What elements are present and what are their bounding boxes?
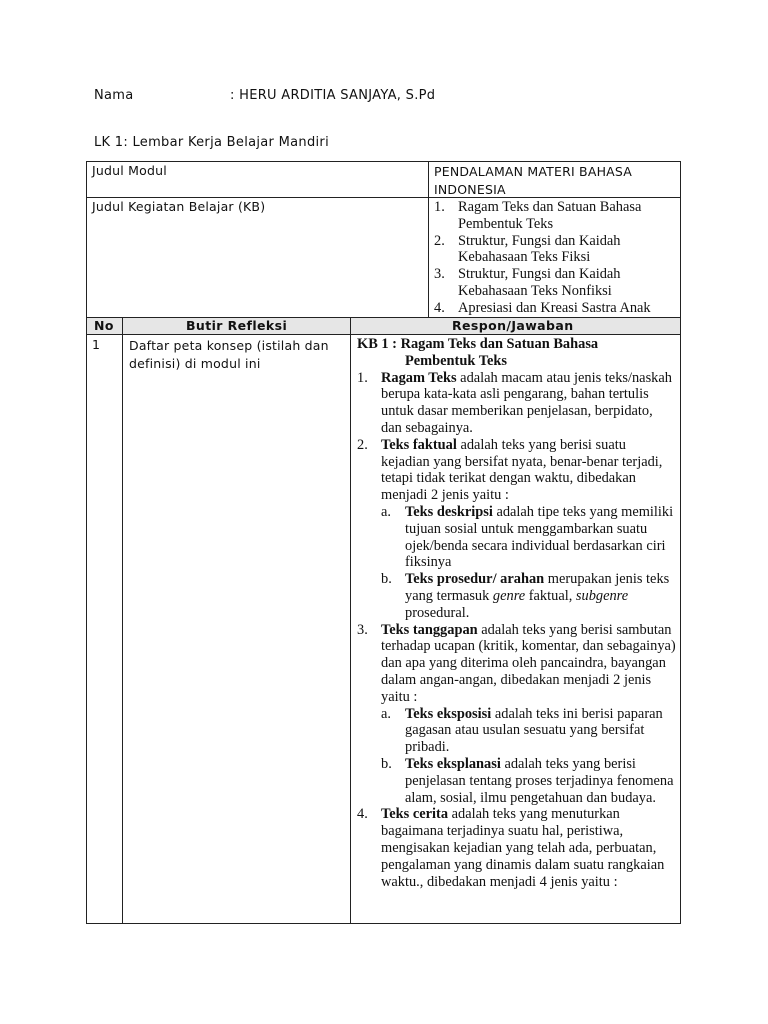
col-divider-no <box>122 317 123 924</box>
col-divider-butir-top <box>350 317 351 335</box>
info-table-divider <box>428 161 429 318</box>
header-respon: Respon/Jawaban <box>452 318 574 333</box>
kb1-title-2: Pembentuk Teks <box>405 352 507 369</box>
worksheet-title: LK 1: Lembar Kerja Belajar Mandiri <box>94 135 329 150</box>
header-butir: Butir Refleksi <box>186 318 288 333</box>
response-content <box>357 336 677 890</box>
col-divider-no-top <box>122 317 123 335</box>
response-item: 1. Ragam Teks adalah macam atau jenis teks/naskah berupa kata-kata asli pengarang, bahan tertulis untuk dasar memberikan penjelasan, berpidato, dan sebagainya. <box>357 369 672 436</box>
response-subitem: a. Teks eksposisi adalah teks ini berisi paparan gagasan atau usulan sesuatu yang bersifat pribadi. <box>381 705 663 756</box>
header-no: No <box>94 318 114 333</box>
kb-label: Judul Kegiatan Belajar (KB) <box>92 199 266 214</box>
kb-list-item: 4. Apresiasi dan Kreasi Sastra Anak <box>434 299 651 316</box>
response-subitem: b. Teks prosedur/ arahan merupakan jenis teks yang termasuk genre faktual, subgenre prosedural. <box>381 571 670 621</box>
name-label: Nama <box>94 88 134 103</box>
row-butir: Daftar peta konsep (istilah dan definisi) di modul ini <box>129 338 329 371</box>
col-divider-butir <box>350 317 351 924</box>
reflection-header-divider <box>86 334 681 335</box>
kb-list-item: 1. Ragam Teks dan Satuan Bahasa Pembentuk Teks <box>434 199 642 232</box>
kb-list-item: 2. Struktur, Fungsi dan Kaidah Kebahasaan Teks Fiksi <box>434 232 621 266</box>
row-no: 1 <box>92 337 101 352</box>
response-item: 4. Teks cerita adalah teks yang menuturkan bagaimana terjadinya suatu hal, peristiwa, mengisakan kejadian yang telah ada, perbuatan, pengalaman yang dinamis dalam suatu rangkaian waktu., dibedakan menjadi 4 jenis yaitu : <box>357 806 665 890</box>
kb1-title: KB 1 : Ragam Teks dan Satuan Bahasa <box>357 336 599 352</box>
modul-label: Judul Modul <box>92 163 167 178</box>
response-subitem: a. Teks deskripsi adalah tipe teks yang memiliki tujuan sosial untuk menggambarkan suatu ojek/benda secara individual berdasarkan ciri fiksinya <box>381 503 674 571</box>
header-row-bg <box>87 318 680 334</box>
response-item: 2. Teks faktual adalah teks yang berisi suatu kejadian yang bersifat nyata, benar-benar terjadi, tetapi tidak terikat dengan waktu, dibedakan menjadi 2 jenis yaitu : a. Teks deskripsi adalah tipe teks yang memiliki tujuan sosial untuk menggambarkan suatu ojek/benda secara individual berdasarkan ciri fiksinya b. Teks prosedur/ arahan merupakan jenis teks yang termasuk genre faktual, subgenre prosedural. <box>357 437 677 622</box>
response-item: 3. Teks tanggapan adalah teks yang berisi sambutan terhadap ucapan (kritik, komentar, dan sebagainya) dan apa yang diterima oleh pancaindra, bayangan dalam angan-angan, dibedakan menjadi 2 jenis yaitu : a. Teks eksposisi adalah teks ini berisi paparan gagasan atau usulan sesuatu yang bersifat pribadi. b. Teks eksplanasi adalah teks yang berisi penjelasan tentang proses terjadinya fenomena alam, sosial, ilmu pengetahuan dan budaya. <box>357 621 676 806</box>
kb-list-item: 3. Struktur, Fungsi dan Kaidah Kebahasaan Teks Nonfiksi <box>434 266 621 299</box>
name-value: : HERU ARDITIA SANJAYA, S.Pd <box>230 88 436 103</box>
response-subitem: b. Teks eksplanasi adalah teks yang berisi penjelasan tentang proses terjadinya fenomena alam, sosial, ilmu pengetahuan dan budaya. <box>381 755 674 806</box>
kb-list <box>434 199 678 317</box>
modul-value: PENDALAMAN MATERI BAHASA INDONESIA <box>434 164 633 197</box>
